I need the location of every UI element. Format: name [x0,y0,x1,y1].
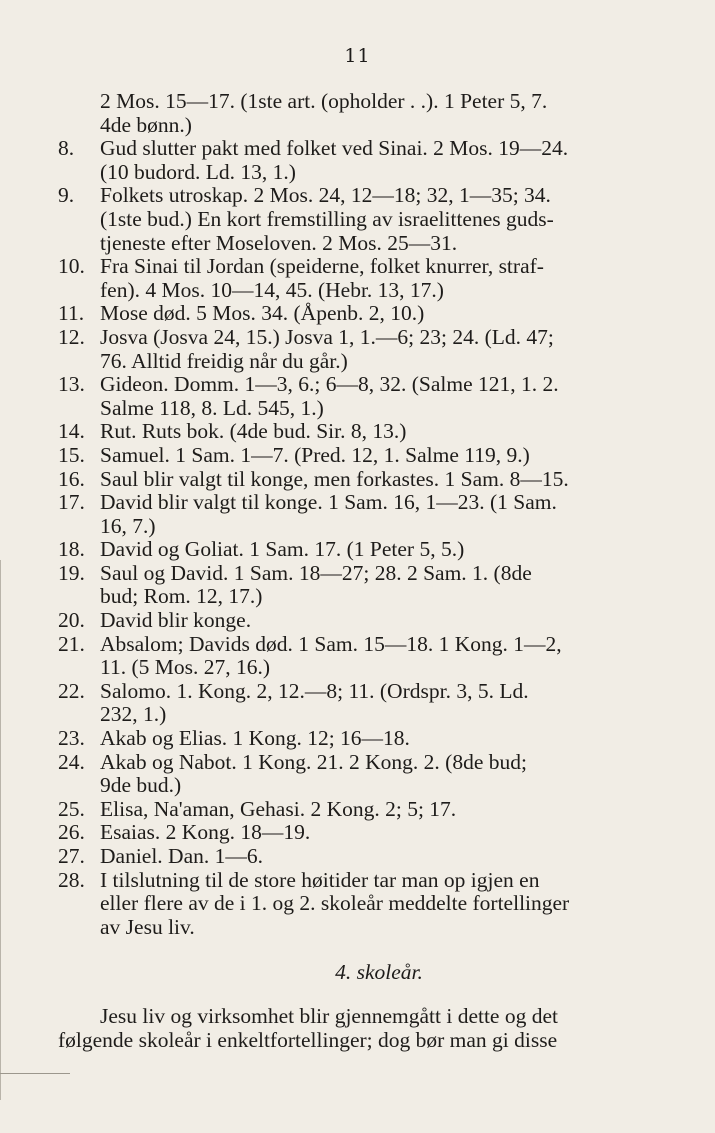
entry-line: av Jesu liv. [100,914,195,939]
lesson-entry [58,633,670,680]
lesson-entry [58,373,670,420]
entry-line: Josva (Josva 24, 15.) Josva 1, 1.—6; 23; 24. (Ld. 47; [100,324,554,349]
entry-number: 21. [58,631,85,656]
entry-number: 12. [58,324,85,349]
entry-line: I tilslutning til de store høitider tar man op igjen en [100,867,540,892]
entry-number: 16. [58,466,85,491]
lesson-entry [58,255,670,302]
entry-line: 2 Mos. 15—17. (1ste art. (opholder . .). 1 Peter 5, 7. [100,89,548,113]
lesson-entry [58,468,670,492]
entry-number: 9. [58,183,75,208]
section-paragraph [58,1005,670,1052]
entry-number: 8. [58,136,75,161]
entry-line: 232, 1.) [100,702,167,727]
entry-number: 17. [58,490,85,515]
page-number: 11 [344,45,371,67]
entry-line: Salme 118, 8. Ld. 545, 1.) [100,395,324,420]
entry-line: Gideon. Domm. 1—3, 6.; 6—8, 32. (Salme 121, 1. 2. [100,372,559,397]
entry-line: Folkets utroskap. 2 Mos. 24, 12—18; 32, 1—35; 34. [100,183,551,208]
entry-number: 19. [58,560,85,585]
entry-number: 20. [58,608,85,633]
entry-line: Esaias. 2 Kong. 18—19. [100,820,311,845]
entry-line: eller flere av de i 1. og 2. skoleår meddelte fortellinger [100,891,570,916]
entry-number: 23. [58,726,85,751]
lesson-entry [58,420,670,444]
entry-number: 27. [58,844,85,868]
entry-line: Saul blir valgt til konge, men forkastes. 1 Sam. 8—15. [100,466,569,491]
entry-line: Daniel. Dan. 1—6. [100,844,264,868]
lesson-entry [58,751,670,798]
entry-line: Akab og Nabot. 1 Kong. 21. 2 Kong. 2. (8de bud; [100,749,527,774]
lesson-entry [58,184,670,255]
entry-line: 9de bud.) [100,773,182,798]
lesson-entry [58,845,670,869]
entry-line: Akab og Elias. 1 Kong. 12; 16—18. [100,726,410,751]
lesson-entry [58,326,670,373]
lesson-entry [58,137,670,184]
entry-line: 4de bønn.) [100,112,192,137]
entry-line: Saul og David. 1 Sam. 18—27; 28. 2 Sam. 1. (8de [100,560,532,585]
lesson-entry [58,609,670,633]
entry-number: 26. [58,820,85,845]
entry-line: 11. (5 Mos. 27, 16.) [100,655,271,680]
paragraph-line: følgende skoleår i enkeltfortellinger; dog bør man gi disse [58,1027,558,1052]
section-heading: 4. skoleår. [335,960,423,985]
lesson-entry [58,798,670,822]
lesson-entry [58,444,670,468]
entry-line: fen). 4 Mos. 10—14, 45. (Hebr. 13, 17.) [100,277,444,302]
entry-number: 11. [58,301,85,326]
entry-line: Absalom; Davids død. 1 Sam. 15—18. 1 Kong. 1—2, [100,631,562,656]
entry-number: 24. [58,749,85,774]
bottom-rule [0,1073,70,1074]
entry-number: 22. [58,678,85,703]
entry-line: (1ste bud.) En kort fremstilling av israelittenes guds- [100,206,554,231]
entry-line: bud; Rom. 12, 17.) [100,584,263,609]
entry-line: David blir konge. [100,608,252,633]
lesson-entry [58,538,670,562]
entry-number: 15. [58,442,85,467]
entry-line: tjeneste efter Moseloven. 2 Mos. 25—31. [100,230,458,255]
page-edge-line [0,560,11,1100]
entry-line: (10 budord. Ld. 13, 1.) [100,159,296,184]
lesson-entry [58,562,670,609]
entry-line: Rut. Ruts bok. (4de bud. Sir. 8, 13.) [100,419,407,444]
lesson-entry [58,680,670,727]
page-content [58,90,670,1052]
entry-number: 25. [58,796,85,821]
lesson-entry [58,302,670,326]
entry-number: 14. [58,419,85,444]
entry-line: Elisa, Na'aman, Gehasi. 2 Kong. 2; 5; 17. [100,796,457,821]
entry-line: Fra Sinai til Jordan (speiderne, folket knurrer, straf- [100,254,544,279]
entry-line: 16, 7.) [100,513,156,538]
entry-line: David og Goliat. 1 Sam. 17. (1 Peter 5, 5.) [100,537,465,562]
lesson-entry [58,869,670,940]
entry-number: 28. [58,867,85,892]
entry-number: 13. [58,372,85,397]
lesson-entry [58,727,670,751]
entry-number: 18. [58,537,85,562]
entry-line: Mose død. 5 Mos. 34. (Åpenb. 2, 10.) [100,301,425,326]
entry-line: David blir valgt til konge. 1 Sam. 16, 1—23. (1 Sam. [100,490,557,515]
lesson-entry [58,90,670,137]
entry-line: 76. Alltid freidig når du går.) [100,348,348,373]
entry-number: 10. [58,254,85,279]
entry-line: Gud slutter pakt med folket ved Sinai. 2 Mos. 19—24. [100,136,569,161]
entry-line: Salomo. 1. Kong. 2, 12.—8; 11. (Ordspr. 3, 5. Ld. [100,678,529,703]
entry-line: Samuel. 1 Sam. 1—7. (Pred. 12, 1. Salme 119, 9.) [100,442,530,467]
paragraph-line: Jesu liv og virksomhet blir gjennemgått i dette og det [100,1003,558,1028]
lesson-entry [58,821,670,845]
lesson-list [58,90,670,939]
lesson-entry [58,491,670,538]
